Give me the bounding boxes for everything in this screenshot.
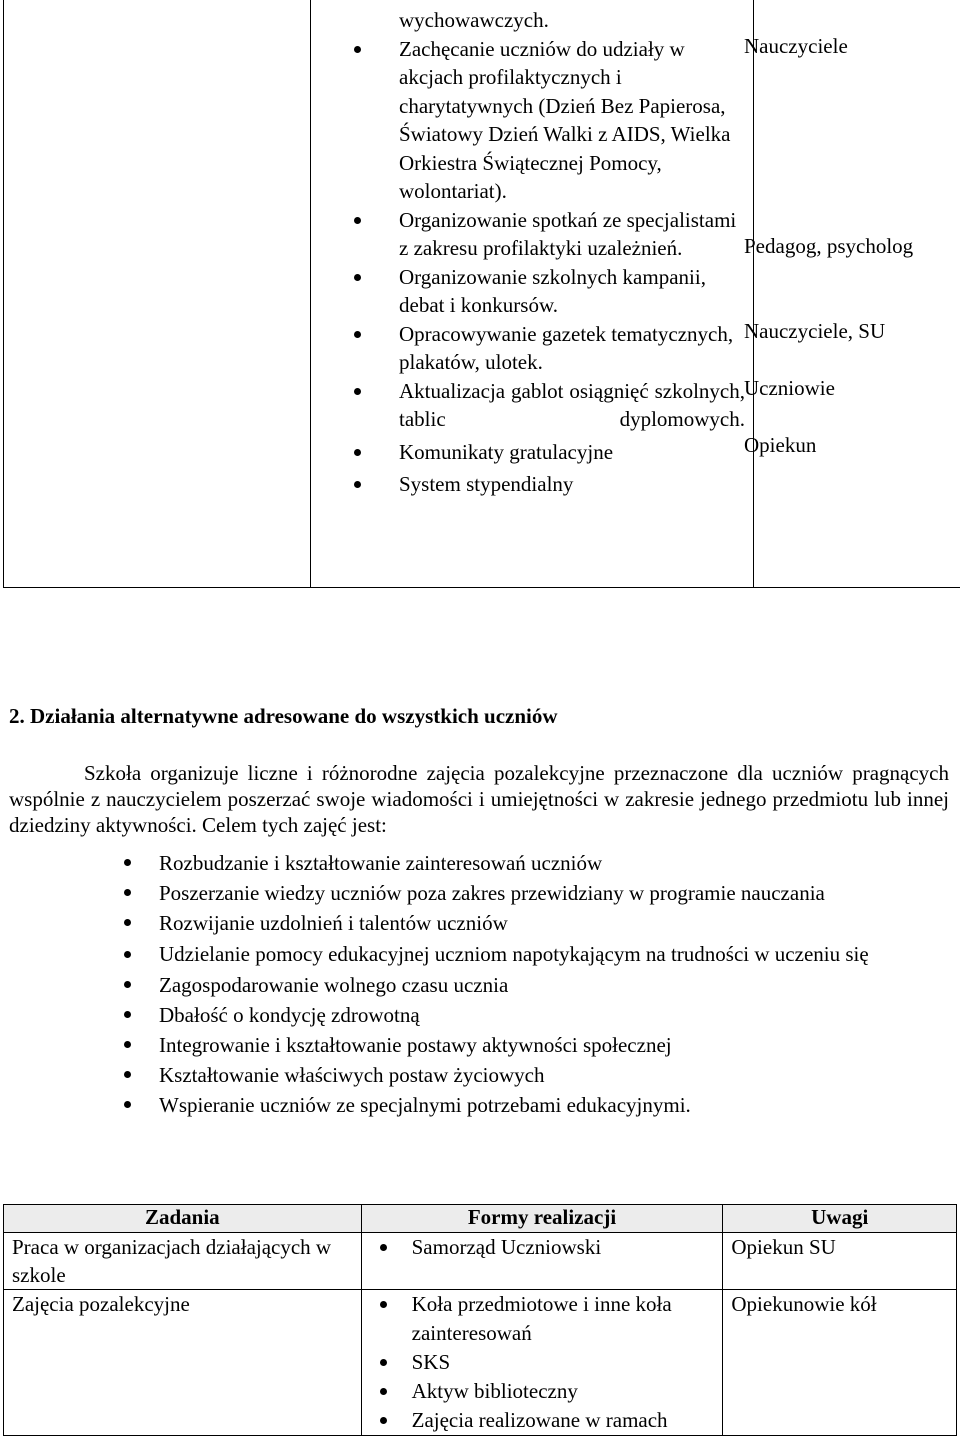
table-row [4,1233,957,1290]
table-header-row [4,1205,957,1233]
list-item: Samorząd Uczniowski [370,1233,715,1262]
task-cell: Zajęcia pozalekcyjne [4,1290,362,1436]
forms-cell [361,1233,723,1290]
goal-item: Integrowanie i kształtowanie postawy aktywności społecznej [9,1030,947,1060]
continuation-text: wychowawczych. [399,8,549,32]
section-heading: 2. Działania alternatywne adresowane do wszystkich uczniów [9,704,558,728]
responsible-role: Uczniowie [744,376,835,400]
forms-cell [361,1290,723,1436]
header-tasks: Zadania [4,1205,362,1233]
list-item: Zachęcanie uczniów do udziały w akcjach profilaktycznych i charytatywnych (Dzień Bez Papierosa, Światowy Dzień Walki z AIDS, Wielka Orkiestra Świątecznej Pomocy, wolontariat). [317,35,745,206]
responsible-role: Nauczyciele, SU [744,319,886,343]
task-cell-empty [4,0,311,588]
header-notes: Uwagi [723,1205,957,1233]
list-item: SKS [370,1348,715,1377]
section-intro: Szkoła organizuje liczne i różnorodne zajęcia pozalekcyjne przeznaczone dla uczniów pragnących wspólnie z nauczycielem poszerzać swoje wiadomości i umiejętności w zakresie jednego przedmiotu lub innej dziedziny aktywności. Celem tych zajęć jest: [9,761,949,837]
goal-item: Poszerzanie wiedzy uczniów poza zakres przewidziany w programie nauczania [9,878,947,908]
list-item: Komunikaty gratulacyjne [317,438,745,467]
header-forms: Formy realizacji [361,1205,723,1233]
goal-item: Rozwijanie uzdolnień i talentów uczniów [9,908,947,938]
tasks-table [3,1204,957,1436]
list-item: Zajęcia realizowane w ramach [370,1406,715,1435]
goal-item: Rozbudzanie i kształtowanie zainteresowań uczniów [9,848,947,878]
list-item: Koła przedmiotowe i inne koła zainteresowań [370,1290,715,1348]
forms-list [317,35,745,499]
notes-cell: Opiekun SU [723,1233,957,1290]
responsible-cell [754,0,960,588]
list-item: Aktualizacja gablot osiągnięć szkolnych, tablic dyplomowych. [317,377,745,434]
responsible-role: Pedagog, psycholog [744,234,914,258]
forms-cell [311,0,754,588]
goal-item: Udzielanie pomocy edukacyjnej uczniom napotykającym na trudności w uczeniu się [9,940,947,968]
table-row [4,1290,957,1436]
list-item: System stypendialny [317,470,745,499]
list-item: Organizowanie spotkań ze specjalistami z zakresu profilaktyki uzależnień. [317,206,745,263]
list-item: Organizowanie szkolnych kampanii, debat i konkursów. [317,263,745,320]
forms-list [370,1233,715,1262]
responsible-role: Opiekun [744,433,817,457]
list-item: Opracowywanie gazetek tematycznych, plakatów, ulotek. [317,320,745,377]
goal-item: Dbałość o kondycję zdrowotną [9,1000,947,1030]
goals-list [9,848,947,1120]
goal-item: Kształtowanie właściwych postaw życiowych [9,1060,947,1090]
responsible-role: Nauczyciele [744,34,848,58]
forms-list [370,1290,715,1435]
goal-item: Zagospodarowanie wolnego czasu ucznia [9,970,947,1000]
task-cell: Praca w organizacjach działających w szkole [4,1233,362,1290]
goal-item: Wspieranie uczniów ze specjalnymi potrzebami edukacyjnymi. [9,1090,947,1120]
notes-cell: Opiekunowie kół [723,1290,957,1436]
list-item: Aktyw biblioteczny [370,1377,715,1406]
activities-table-continued [3,0,960,588]
